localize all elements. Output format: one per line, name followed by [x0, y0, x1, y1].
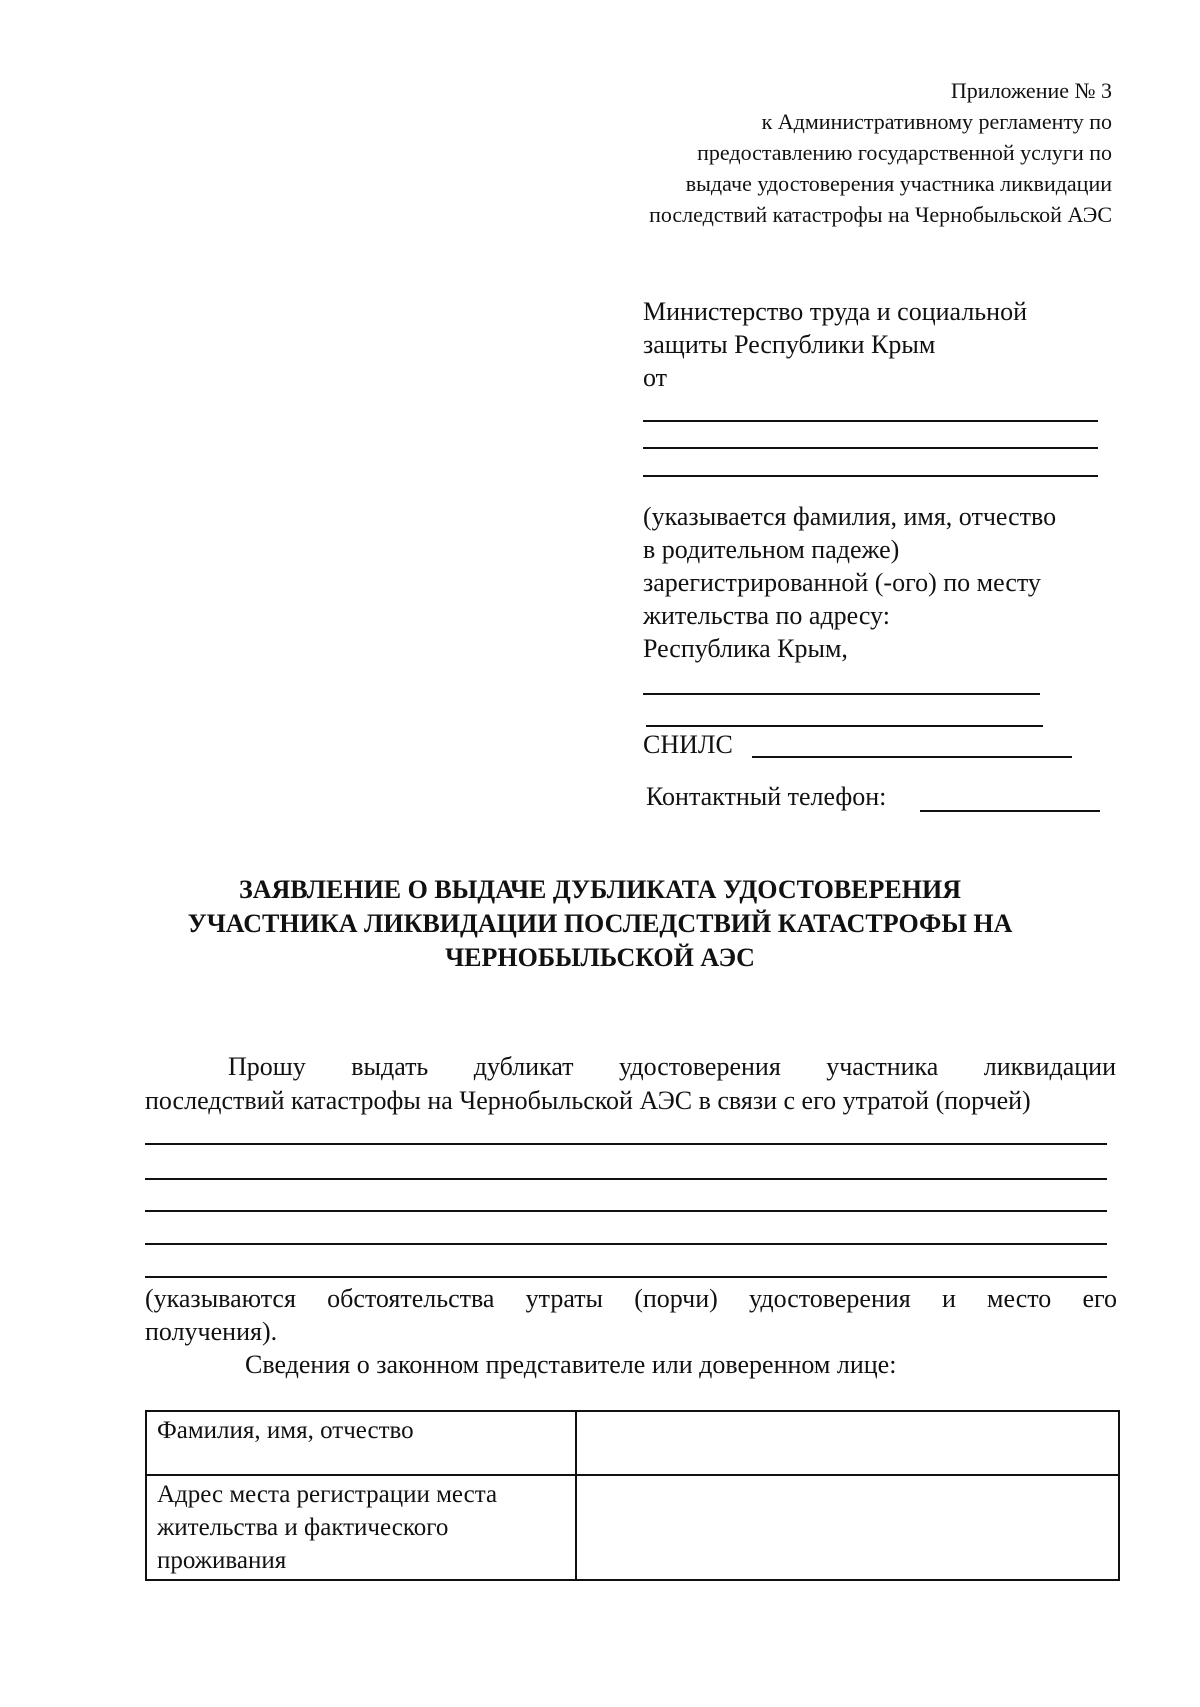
table-label-cell: Фамилия, имя, отчество [146, 1411, 576, 1475]
circumstances-hint-line1: (указываются обстоятельства утраты (порчи) удостоверения и место его [145, 1284, 1117, 1313]
appendix-line: предоставлению государственной услуги по [697, 140, 1112, 165]
circumstances-field-line[interactable] [145, 1178, 1107, 1180]
statement-title [100, 873, 1100, 975]
circumstances-hint-line2: получения). [145, 1317, 278, 1346]
table-row [146, 1475, 1119, 1580]
region-label: Республика Крым, [643, 634, 848, 663]
table-value-cell[interactable] [576, 1475, 1119, 1580]
representative-intro: Сведения о законном представителе или доверенном лице: [245, 1350, 897, 1379]
applicant-name-field-line[interactable] [643, 475, 1098, 477]
circumstances-field-line[interactable] [145, 1276, 1107, 1278]
title-line2: УЧАСТНИКА ЛИКВИДАЦИИ ПОСЛЕДСТВИЙ КАТАСТРОФЫ НА [187, 909, 1013, 938]
circumstances-field-line[interactable] [145, 1243, 1107, 1245]
appendix-line: к Административному регламенту по [761, 109, 1112, 134]
from-label: от [643, 363, 668, 392]
registered-line1: зарегистрированной (-ого) по месту [643, 568, 1041, 597]
title-line3: ЧЕРНОБЫЛЬСКОЙ АЭС [445, 943, 755, 972]
appendix-header [649, 75, 1112, 230]
appendix-line: выдаче удостоверения участника ликвидации [685, 171, 1112, 196]
address-field-line[interactable] [643, 693, 1040, 695]
address-field-line[interactable] [646, 725, 1043, 727]
circumstances-field-line[interactable] [145, 1210, 1107, 1212]
ministry-name-line1: Министерство труда и социальной [643, 297, 1027, 326]
applicant-name-field-line[interactable] [643, 447, 1098, 449]
appendix-number: Приложение № 3 [950, 78, 1112, 103]
snils-field-line[interactable] [752, 756, 1072, 758]
phone-field-line[interactable] [920, 810, 1100, 812]
table-label-cell: Адрес места регистрации места жительства и фактического проживания [146, 1475, 576, 1580]
name-hint-line1: (указывается фамилия, имя, отчество [643, 502, 1057, 531]
name-hint-line2: в родительном падеже) [643, 535, 900, 564]
snils-label: СНИЛС [643, 730, 733, 759]
applicant-name-field-line[interactable] [643, 420, 1098, 422]
ministry-name-line2: защиты Республики Крым [643, 330, 936, 359]
title-line1: ЗАЯВЛЕНИЕ О ВЫДАЧЕ ДУБЛИКАТА УДОСТОВЕРЕНИЯ [239, 875, 961, 904]
request-text-line2: последствий катастрофы на Чернобыльской АЭС в связи с его утратой (порчей) [145, 1086, 1031, 1115]
table-value-cell[interactable] [576, 1411, 1119, 1475]
appendix-line: последствий катастрофы на Чернобыльской АЭС [649, 202, 1112, 227]
representative-table [145, 1410, 1120, 1581]
registered-line2: жительства по адресу: [643, 601, 890, 630]
table-row [146, 1411, 1119, 1475]
circumstances-field-line[interactable] [145, 1143, 1107, 1145]
phone-label: Контактный телефон: [646, 782, 887, 811]
request-text-line1: Прошу выдать дубликат удостоверения участника ликвидации [228, 1052, 1116, 1081]
